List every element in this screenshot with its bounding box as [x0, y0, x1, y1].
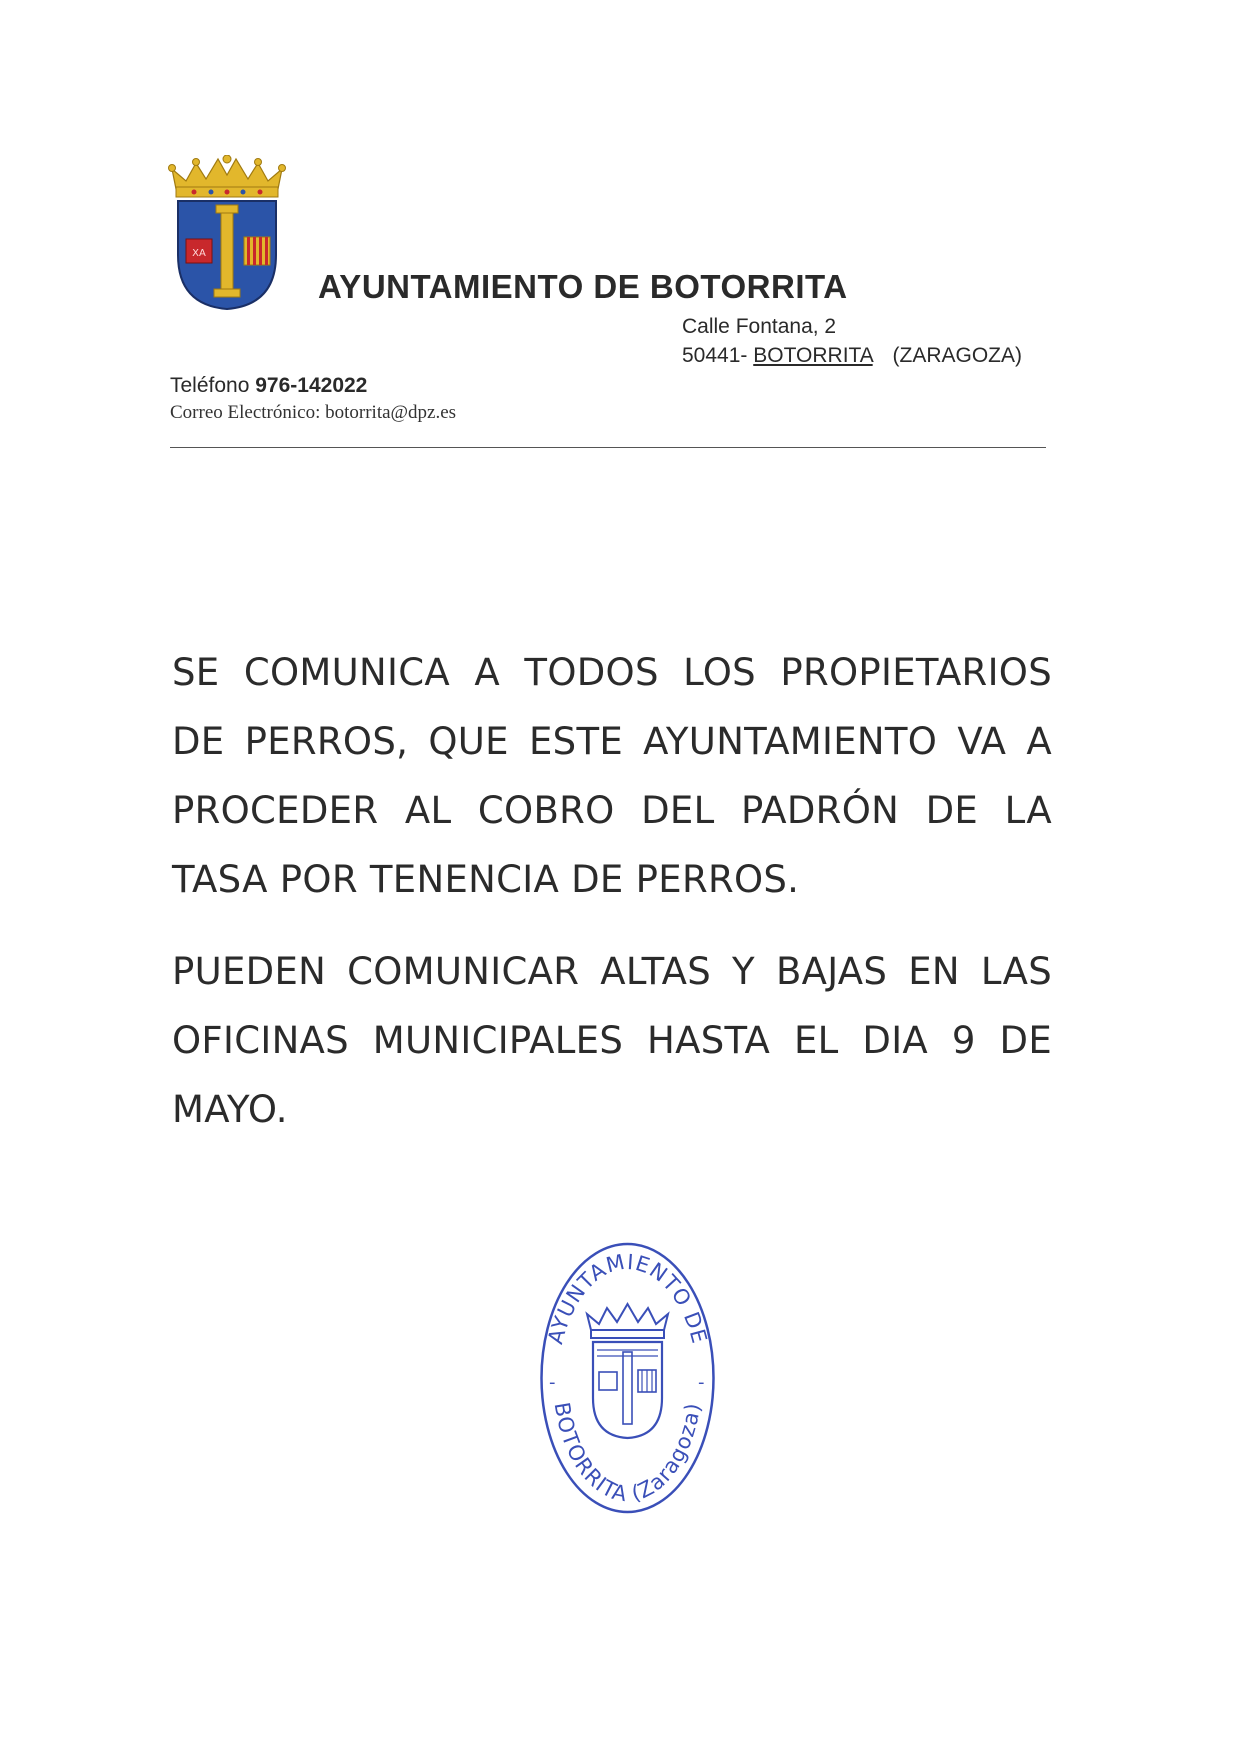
- organization-title: AYUNTAMIENTO DE BOTORRITA: [318, 268, 848, 305]
- phone-line: [170, 372, 456, 399]
- contact-block: [170, 372, 456, 426]
- stamp-top-text: AYUNTAMIENTO DE: [543, 1249, 712, 1347]
- phone-label: Teléfono: [170, 374, 250, 397]
- address-street: Calle Fontana, 2: [682, 315, 837, 338]
- province-name: (ZARAGOZA): [892, 344, 1022, 367]
- svg-text:-: -: [549, 1372, 556, 1393]
- svg-text:AYUNTAMIENTO DE: [543, 1250, 712, 1347]
- city-name: BOTORRITA: [753, 344, 873, 367]
- postal-code: 50441-: [682, 344, 748, 367]
- svg-text:-: -: [698, 1372, 705, 1393]
- email-line: Correo Electrónico: botorrita@dpz.es: [170, 402, 457, 423]
- header-divider: [170, 447, 1046, 448]
- official-stamp-icon: [535, 1238, 720, 1518]
- svg-text:XA: XA: [192, 248, 206, 259]
- notice-paragraph-2: PUEDEN COMUNICAR ALTAS Y BAJAS EN LAS OFICINAS MUNICIPALES HASTA EL DIA 9 DE MAYO.: [172, 950, 1052, 1131]
- svg-text:BOTORRITA (Zaragoza): [550, 1400, 706, 1506]
- stamp-bottom-text: BOTORRITA (Zaragoza): [549, 1400, 706, 1507]
- address-city-line: [682, 341, 1022, 370]
- address-block: [682, 312, 1022, 370]
- notice-paragraph-1: SE COMUNICA A TODOS LOS PROPIETARIOS DE PERROS, QUE ESTE AYUNTAMIENTO VA A PROCEDER AL COBRO DEL PADRÓN DE LA TASA POR TENENCIA DE PERROS.: [172, 651, 1052, 901]
- coat-of-arms-icon: [166, 155, 288, 311]
- crown-icon: [169, 155, 286, 197]
- phone-number: 976-142022: [255, 374, 368, 397]
